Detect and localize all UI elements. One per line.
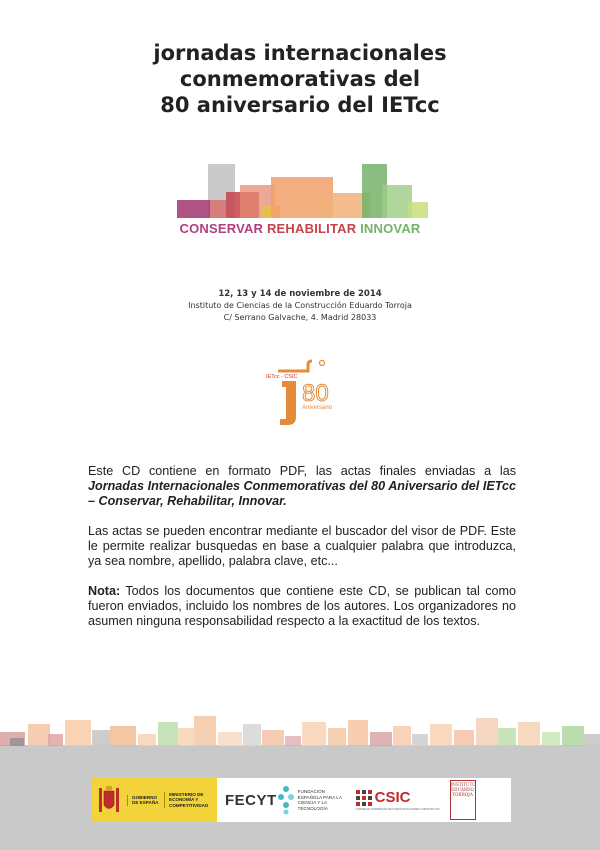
paragraph-2: Las actas se pueden encontrar mediante el buscador del visor de PDF. Este le permite realizar busquedas en base a cualquier palabra que introduzca, ya sea nombre, apellido, palabra clave, etc... [88,524,516,568]
ministerio-text: MINISTERIO DE ECONOMÍA Y COMPETITIVIDAD [164,792,217,809]
footer-block [393,726,411,746]
paragraph-3 [88,584,516,629]
tagline-conservar: CONSERVAR [179,221,264,236]
fecyt-dots-icon [277,785,295,815]
footer-block [92,730,110,746]
footer-block [243,724,261,746]
footer-block [262,730,284,746]
footer-block [370,732,392,746]
fecyt-word: FECYT [225,791,277,809]
footer-block [302,722,326,746]
logo-label: IETcc - CSIC [266,374,298,380]
footer-blocks [0,712,600,746]
title-line-2: conmemorativas del [179,67,421,91]
note-label: Nota: [88,584,121,598]
ietcc-box: INSTITUTO EDUARDO TORROJA [450,780,476,820]
footer-block [65,720,91,746]
footer-block [348,720,368,746]
title-line-3: 80 aniversario del IETcc [160,93,440,117]
coat-of-arms-icon [91,778,127,822]
footer-block [138,734,156,746]
logo-block [177,200,210,218]
logo-block [408,202,428,218]
footer-block [110,726,136,746]
anniversary-logo [262,357,342,429]
sponsor-strip [91,778,511,822]
footer-block [454,730,474,746]
event-date: 12, 13 y 14 de noviembre de 2014 [218,289,382,299]
footer-block [218,732,242,746]
footer-block [518,722,540,746]
paragraph-1-title: Jornadas Internacionales Conmemorativas del 80 Aniversario del IETcc – Conservar, Rehabilitar, Innovar. [88,479,516,508]
logo-t-stem-icon [280,381,296,425]
footer-block [584,734,600,746]
footer-block [498,728,516,746]
fecyt-logo [225,785,346,815]
footer-block [10,738,24,746]
logo-number: 80 [302,380,329,407]
csic-logo [356,789,440,811]
footer-block [285,736,301,746]
gobierno-logo [91,778,217,822]
footer-block [562,726,584,746]
event-institute: Instituto de Ciencias de la Construcción Eduardo Torroja [188,301,412,310]
footer-block [194,716,216,746]
footer-block [412,734,428,746]
footer-block [48,734,63,746]
footer-block [28,724,50,746]
tagline [0,221,600,236]
logo-dot-icon [320,361,325,366]
tagline-rehabilitar: REHABILITAR [266,221,357,236]
title-line-1: jornadas internacionales [153,41,447,65]
footer-block [542,732,560,746]
footer-block [158,722,178,746]
body-text [88,464,516,644]
paragraph-1-start: Este CD contiene en formato PDF, las actas finales enviadas a las [88,464,516,478]
note-text: Todos los documentos que contiene este CD, se publican tal como fueron enviados, incluido los nombres de los autores. Los organizadores no asumen ninguna responsabilidad respecto a la exactitud de los textos. [88,584,516,628]
csic-word: CSIC [374,789,411,806]
gobierno-text: GOBIERNO DE ESPAÑA [127,795,164,806]
logo-hook-icon [278,361,312,371]
event-address: C/ Serrano Galvache, 4. Madrid 28033 [223,313,377,322]
footer-block [178,728,194,746]
footer-block [430,724,452,746]
city-blocks-logo [170,160,430,222]
logo-block [210,200,226,218]
csic-sub: CONSEJO SUPERIOR DE INVESTIGACIONES CIENTÍFICAS [355,807,440,811]
event-info [0,288,600,324]
paragraph-1 [88,464,516,509]
csic-grid-icon [356,790,372,806]
page-title [0,40,600,118]
logo-block [382,185,412,218]
footer-block [476,718,498,746]
footer-block [328,728,346,746]
fecyt-sub: FUNDACIÓN ESPAÑOLA PARA LA CIENCIA Y LA TECNOLOGÍA [297,789,342,811]
logo-word: Aniversario [302,405,333,411]
tagline-innovar: INNOVAR [360,221,421,236]
